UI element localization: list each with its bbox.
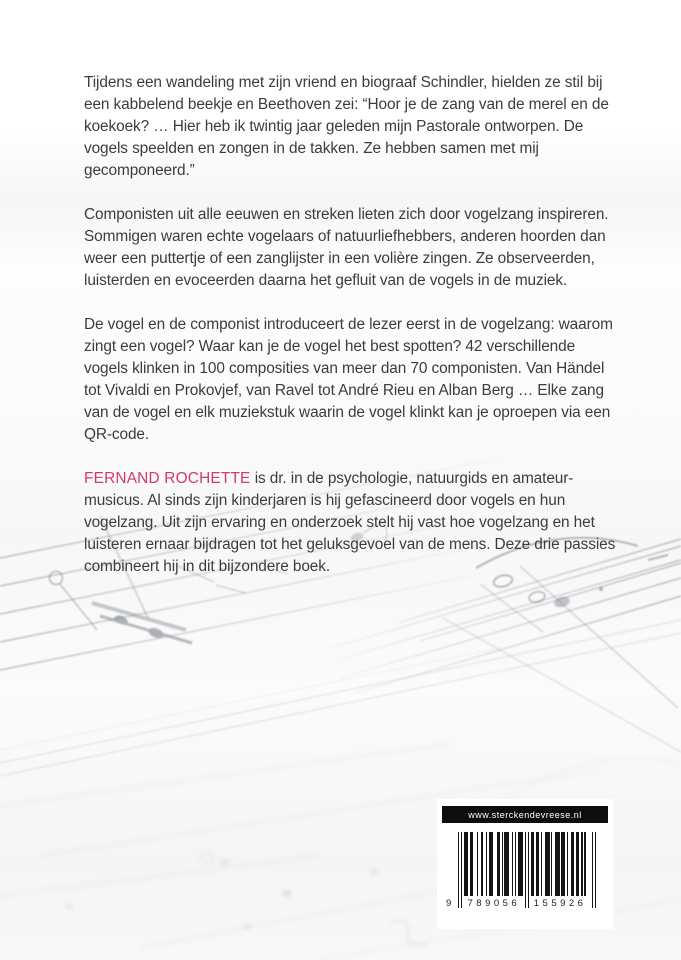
barcode-digits <box>446 832 596 909</box>
author-bio: is dr. in de psychologie, natuurgids en amateur-musicus. Al sinds zijn kinderjaren is hij gefascineerd door vogels en hun vogelzang. Uit zijn ervaring en onderzoek stelt hij vast hoe vogelzang en het luisteren ernaar bijdragen tot het geluksgevoel van de mens. Deze drie passies combineert hij in dit bijzondere boek. <box>84 470 616 575</box>
blurb-paragraph-book: De vogel en de componist introduceert de lezer eerst in de vogelzang: waarom zingt een vogel? Waar kan je de vogel het best spotten? 42 verschillende vogels klinken in 100 composities van meer dan 70 componisten. Van Händel tot Vivaldi en Prokovjef, van Ravel tot André Rieu en Alban Berg … Elke zang van de vogel en elk muziekstuk waarin de vogel klinkt kan je oproepen via een QR-code. <box>84 316 613 443</box>
blurb-paragraph-beethoven: Tijdens een wandeling met zijn vriend en biograaf Schindler, hielden ze stil bij een kabbelend beekje en Beethoven zei: “Hoor je de zang van de merel en de koekoek? … Hier heb ik twintig jaar geleden mijn Pastorale ontworpen. De vogels speelden en zongen in de takken. Ze hebben samen met mij gecomponeerd.” <box>84 74 609 179</box>
ean-barcode <box>446 832 596 909</box>
barcode-panel <box>437 799 613 929</box>
author-paragraph <box>84 468 616 578</box>
ean-digit-leading: 9 <box>446 898 452 909</box>
blurb-text <box>84 72 616 600</box>
publisher-website-bar <box>442 806 608 823</box>
mid-staff-lines <box>0 620 681 776</box>
author-name: FERNAND ROCHETTE <box>84 470 251 487</box>
ean-digit-group-right: 155926 <box>533 898 587 909</box>
ean-digit-group-left: 789056 <box>467 898 521 909</box>
publisher-website: www.sterckendevreese.nl <box>468 809 582 820</box>
blurb-paragraph-composers: Componisten uit alle eeuwen en streken lieten zich door vogelzang inspireren. Sommigen waren echte vogelaars of natuurliefhebbers, anderen hoorden dan weer een puttertje of een zanglijster in een volière zingen. Ze observeerden, luisterden en evoceerden daarna het gefluit van de vogels in de muziek. <box>84 206 609 289</box>
